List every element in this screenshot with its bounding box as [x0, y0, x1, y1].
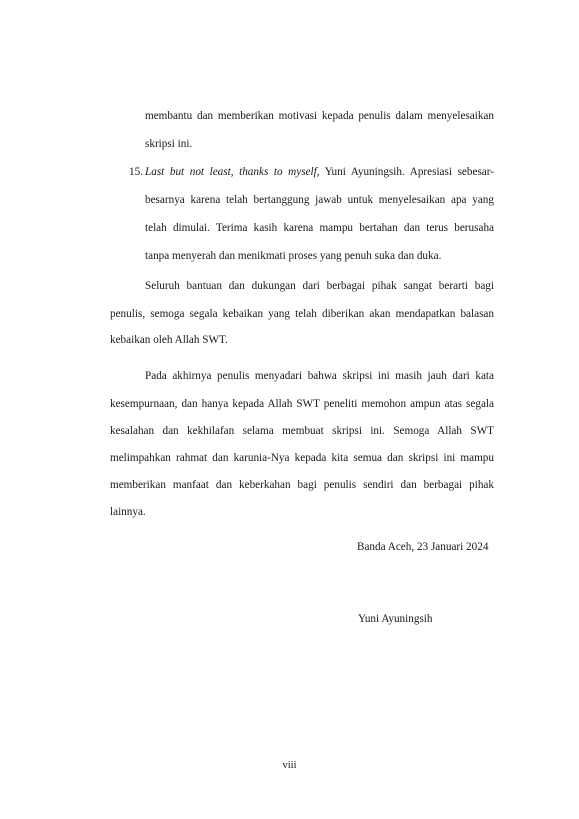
paragraph2-line-4: melimpahkan rahmat dan karunia-Nya kepada kita semua dan skripsi ini mampu — [110, 452, 494, 464]
item15-number: 15. — [129, 166, 143, 178]
paragraph2-line-1: Pada akhirnya penulis menyadari bahwa skripsi ini masih jauh dari kata — [145, 370, 494, 382]
item14-line-2: skripsi ini. — [145, 138, 193, 150]
item15-line-1-rest: , Yuni Ayuningsih. Apresiasi sebesar- — [316, 166, 494, 178]
item15-line-1 — [145, 165, 494, 179]
paragraph2-line-6: lainnya. — [110, 506, 146, 518]
signature-place-date: Banda Aceh, 23 Januari 2024 — [357, 541, 489, 553]
item15-line-2: besarnya karena telah bertanggung jawab untuk menyelesaikan apa yang — [145, 194, 494, 206]
paragraph2-line-5: memberikan manfaat dan keberkahan bagi penulis sendiri dan berbagai pihak — [110, 479, 494, 491]
paragraph1-line-2: penulis, semoga segala kebaikan yang telah diberikan akan mendapatkan balasan — [110, 308, 494, 320]
paragraph2-line-3: kesalahan dan kekhilafan selama membuat skripsi ini. Semoga Allah SWT — [110, 425, 494, 437]
paragraph1-line-3: kebaikan oleh Allah SWT. — [110, 334, 228, 346]
item14-line-1: membantu dan memberikan motivasi kepada penulis dalam menyelesaikan — [145, 110, 494, 122]
signature-name: Yuni Ayuningsih — [358, 613, 433, 625]
item15-line-4: tanpa menyerah dan menikmati proses yang penuh suka dan duka. — [145, 250, 442, 262]
paragraph2-line-2: kesempurnaan, dan hanya kepada Allah SWT peneliti memohon ampun atas segala — [110, 398, 494, 410]
item15-italic-phrase: Last but not least, thanks to myself — [145, 166, 317, 178]
page-number: viii — [282, 760, 297, 771]
item15-line-3: telah dimulai. Terima kasih karena mampu bertahan dan terus berusaha — [145, 222, 494, 234]
paragraph1-line-1: Seluruh bantuan dan dukungan dari berbagai pihak sangat berarti bagi — [145, 280, 494, 292]
